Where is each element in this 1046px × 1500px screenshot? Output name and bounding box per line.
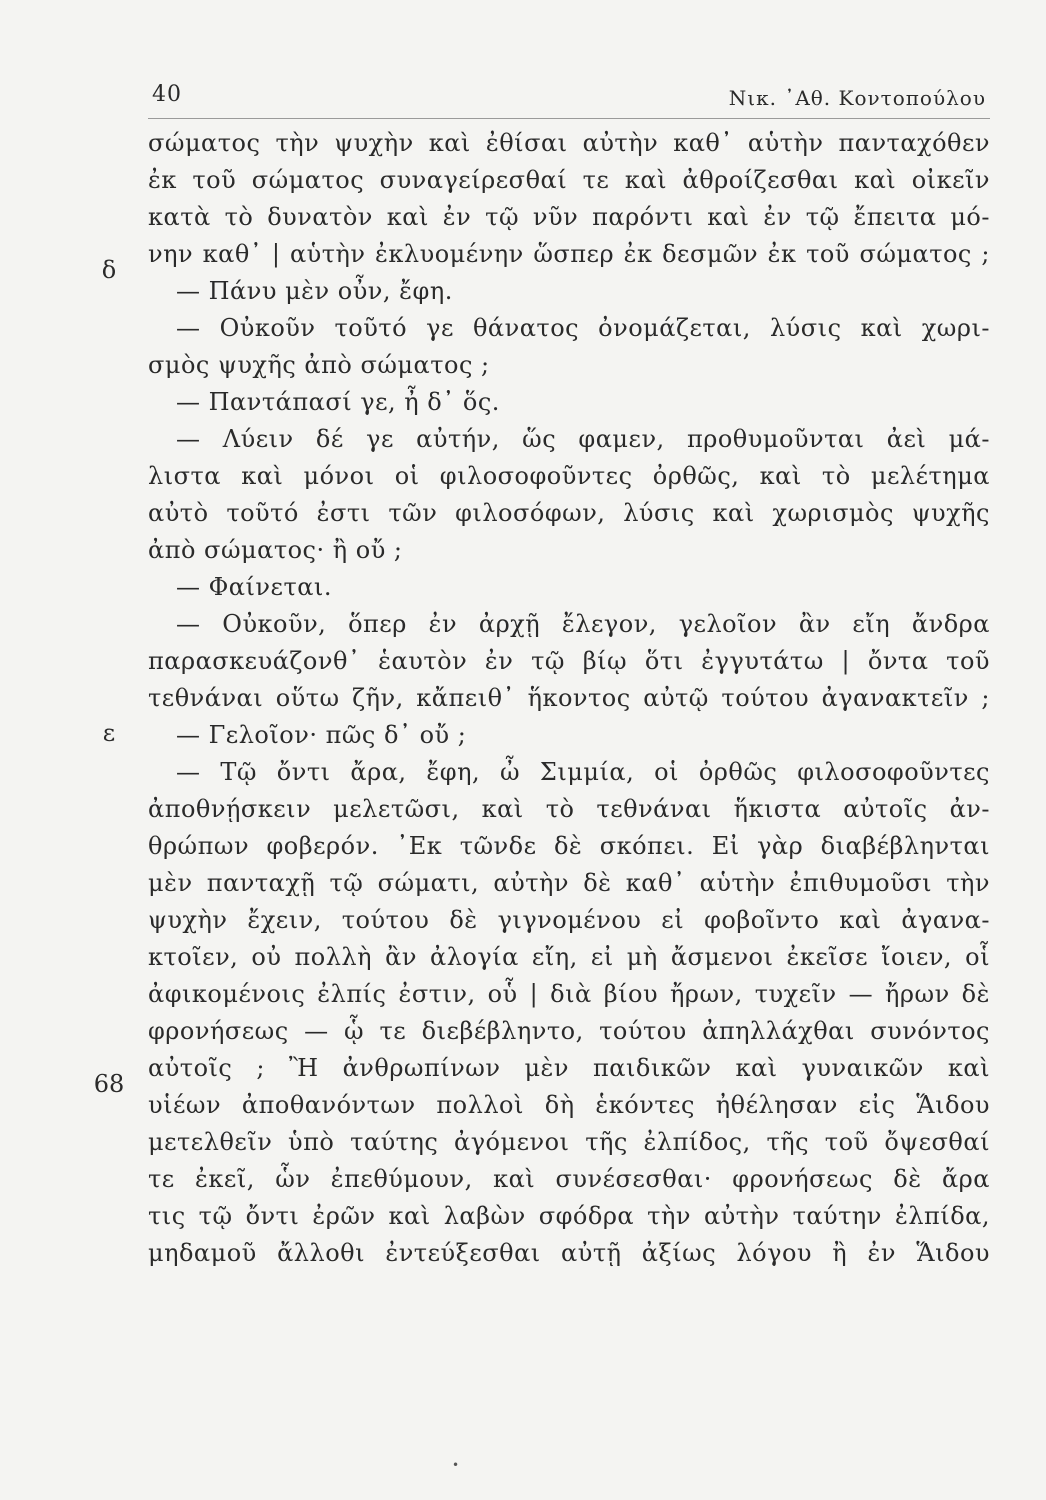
text-line: — Οὐκοῦν τοῦτό γε θάνατος ὀνομάζεται, λύσις καὶ χωρι- [176, 314, 990, 342]
text-line: υἱέων ἀποθανόντων πολλοὶ δὴ ἑκόντες ἠθέλησαν εἰς Ἅιδου [148, 1091, 990, 1119]
text-line: ἀφικομένοις ἐλπίς ἐστιν, οὗ | διὰ βίου ἤρων, τυχεῖν — ἤρων δὲ [148, 980, 990, 1008]
body-text [148, 125, 990, 1272]
running-head: Νικ. ᾿Αθ. Κοντοπούλου [728, 86, 986, 110]
text-line: ἀποθνῄσκειν μελετῶσι, καὶ τὸ τεθνάναι ἥκιστα αὐτοῖς ἀν- [148, 795, 990, 823]
text-line: νην καθ᾿ | αὑτὴν ἐκλυομένην ὥσπερ ἐκ δεσμῶν ἐκ τοῦ σώματος ; [148, 240, 990, 268]
page-number: 40 [152, 82, 182, 107]
text-line: ἐκ τοῦ σώματος συναγείρεσθαί τε καὶ ἀθροίζεσθαι καὶ οἰκεῖν [148, 166, 990, 194]
text-line: τεθνάναι οὕτω ζῆν, κἄπειθ᾿ ἥκοντος αὐτῷ τούτου ἀγανακτεῖν ; [148, 684, 990, 712]
text-line: κατὰ τὸ δυνατὸν καὶ ἐν τῷ νῦν παρόντι καὶ ἐν τῷ ἔπειτα μό- [148, 203, 990, 231]
text-line: σώματος τὴν ψυχὴν καὶ ἐθίσαι αὐτὴν καθ᾿ αὑτὴν πανταχόθεν [148, 129, 990, 157]
text-line: — Γελοῖον· πῶς δ᾿ οὔ ; [176, 721, 467, 749]
text-line: — Πάνυ μὲν οὖν, ἔφη. [176, 277, 453, 305]
text-line: — Παντάπασί γε, ἦ δ᾿ ὅς. [176, 388, 500, 416]
text-line: μετελθεῖν ὑπὸ ταύτης ἀγόμενοι τῆς ἐλπίδος, τῆς τοῦ ὄψεσθαί [148, 1128, 990, 1156]
text-line: παρασκευάζονθ᾿ ἑαυτὸν ἐν τῷ βίῳ ὅτι ἐγγυτάτω | ὄντα τοῦ [148, 647, 990, 675]
text-line: τε ἐκεῖ, ὧν ἐπεθύμουν, καὶ συνέσεσθαι· φρονήσεως δὲ ἄρα [148, 1165, 990, 1193]
text-line: λιστα καὶ μόνοι οἱ φιλοσοφοῦντες ὀρθῶς, καὶ τὸ μελέτημα [148, 462, 990, 490]
text-line: αὐτὸ τοῦτό ἐστι τῶν φιλοσόφων, λύσις καὶ χωρισμὸς ψυχῆς [148, 499, 990, 527]
text-line: μηδαμοῦ ἄλλοθι ἐντεύξεσθαι αὐτῇ ἀξίως λόγου ἢ ἐν Ἅιδου [148, 1239, 990, 1267]
text-line: — Λύειν δέ γε αὐτήν, ὥς φαμεν, προθυμοῦνται ἀεὶ μά- [176, 425, 990, 453]
footer-mark: • [452, 1458, 460, 1472]
text-line: σμὸς ψυχῆς ἀπὸ σώματος ; [148, 351, 490, 379]
margin-note-68: 68 [93, 1070, 125, 1098]
page-header [148, 78, 990, 119]
text-line: φρονήσεως — ᾧ τε διεβέβληντο, τούτου ἀπηλλάχθαι συνόντος [148, 1017, 990, 1045]
text-line: — Τῷ ὄντι ἄρα, ἔφη, ὦ Σιμμία, οἱ ὀρθῶς φιλοσοφοῦντες [176, 758, 990, 786]
text-line: ἀπὸ σώματος· ἢ οὔ ; [148, 536, 403, 564]
text-line: ψυχὴν ἔχειν, τούτου δὲ γιγνομένου εἰ φοβοῖντο καὶ ἀγανα- [148, 906, 990, 934]
text-line: κτοῖεν, οὐ πολλὴ ἂν ἀλογία εἴη, εἰ μὴ ἄσμενοι ἐκεῖσε ἴοιεν, οἷ [148, 943, 990, 971]
text-line: μὲν πανταχῇ τῷ σώματι, αὐτὴν δὲ καθ᾿ αὑτὴν ἐπιθυμοῦσι τὴν [148, 869, 990, 897]
margin-note-d: δ [101, 256, 117, 284]
text-line: — Φαίνεται. [176, 573, 332, 601]
text-line: — Οὐκοῦν, ὅπερ ἐν ἀρχῇ ἔλεγον, γελοῖον ἂν εἴη ἄνδρα [176, 610, 990, 638]
margin-note-e: ε [102, 719, 116, 747]
text-line: αὐτοῖς ; Ἢ ἀνθρωπίνων μὲν παιδικῶν καὶ γυναικῶν καὶ [148, 1054, 990, 1082]
text-line: θρώπων φοβερόν. ᾿Εκ τῶνδε δὲ σκόπει. Εἰ γὰρ διαβέβληνται [148, 832, 990, 860]
text-line: τις τῷ ὄντι ἐρῶν καὶ λαβὼν σφόδρα τὴν αὐτὴν ταύτην ἐλπίδα, [148, 1202, 990, 1230]
